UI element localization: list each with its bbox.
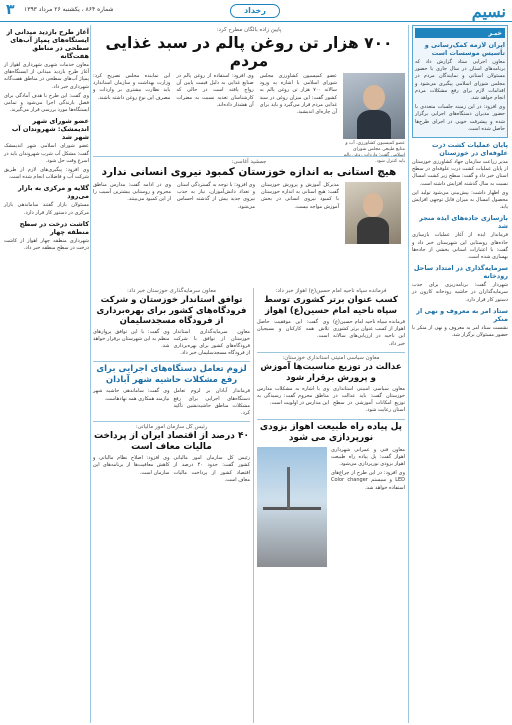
issue-line: شماره ۸۶۴ ، یکشنبه ۲۶ مرداد ۱۳۹۳ (24, 6, 114, 13)
paragraph: معاون سیاسی امنیتی استانداری خوزستان گفت: باید عدالت در توزیع امکانات آموزشی در سطح استان رعایت شود. (333, 385, 405, 414)
box-headline: ایران لازمه کمک‌رسانی و تأسیس موسسات است (424, 41, 505, 57)
center-left-column (93, 288, 250, 723)
masthead (0, 0, 512, 22)
paragraph: نشست ستاد امر به معروف و نهی از منکر با حضور مسئولان برگزار شد. (412, 324, 508, 339)
paragraph: معاون خدمات شهری شهرداری اهواز از آغاز طرح بازدید میدانی از ایستگاه‌های پمپاژ آب‌های سطحی در مناطق هفت‌گانه شهرداری خبر داد. (4, 62, 89, 90)
paragraph: وی گفت: این موفقیت حاصل تلاش همه کارکنان و بسیجیان است. (257, 319, 329, 340)
box-title: خبـر (415, 28, 505, 38)
headline: ۴۰ درصد از اقتصاد ایران از پرداخت مالیات معاف است (93, 431, 250, 453)
headline: سرمایه‌گذاری در امتداد ساحل رودخانه (413, 264, 508, 281)
headline: کاشت درخت در سطح منطقه چهار (19, 219, 89, 236)
headline: بازسازی جاده‌های ایذه منجر شد (419, 214, 508, 231)
paragraph: مدیر زراعت سازمان جهاد کشاورزی خوزستان از پایان عملیات کشت ذرت علوفه‌ای در سطح استان خبر داد و گفت: سطح زیر کشت امسال نسبت به سال گذشته افزایش داشته است. (412, 159, 508, 187)
headline: ستاد امر به معروف و نهی از منکر (416, 306, 508, 323)
kicker: فرمانده سپاه ناحیه امام حسین(ع) اهواز خبر داد: (275, 288, 387, 294)
section-badge: رخداد (230, 4, 280, 18)
paragraph: معاون سرمایه‌گذاری استاندار خوزستان از توافق با شرکت فرودگاه‌های کشور برای بهره‌برداری از فرودگاه مسجدسلیمان خبر داد. (173, 328, 250, 357)
paragraph: شهرداری منطقه چهار اهواز از کاشت درخت در سطح منطقه خبر داد. (4, 237, 89, 252)
kicker: جمشید آغاسی: (231, 159, 267, 165)
paragraph: وی گفت: ساماندهی حاشیه شهر نیازمند همکاری همه نهادهاست. (93, 388, 170, 402)
headline: عدالت در توزیع مناسبت‌ها آموزش و پرورش برقرار شود (260, 361, 402, 383)
kicker: پایین زاده بالگان مطرح کرد: (216, 27, 282, 33)
article-2 (93, 156, 405, 284)
paragraph: وی افزود: اصلاح نظام مالیاتی و کاهش معافیت‌ها از برنامه‌های این سازمان است. (93, 455, 170, 476)
paragraph: وی افزود: پیگیری‌های لازم از طریق شرکت آب و فاضلاب انجام شده است. (4, 167, 89, 181)
paragraph: وی افزود: با توجه به گستردگی استان و تعداد دانش‌آموزان، نیاز به جذب نیروی جدید بیش از گذشته احساس می‌شود. (177, 182, 255, 210)
headline: لزوم تعامل دستگاه‌های اجرایی برای رفع مشکلات حاشیه شهر آبادان (96, 364, 247, 386)
paragraph: این نماینده مجلس تصریح کرد: وزارت بهداشت و سازمان استاندارد باید نظارت بیشتری بر واردات و مصرف این نوع روغن داشته باشند. (93, 73, 171, 101)
paragraph: وی در ادامه گفت: مدارس مناطق محروم و روستایی بیشترین آسیب را از این کمبود می‌بینند. (93, 182, 171, 203)
paragraph: وی افزود: در این زمینه جلسات متعددی با حضور مدیران دستگاه‌های اجرایی برگزار شده و پیشرفت خوبی در اجرای طرح‌ها حاصل شده است. (415, 104, 505, 132)
kicker: رئیس کل سازمان امور مالیاتی: (135, 424, 208, 431)
main-headline: ۷۰۰ هزار تن روغن پالم در سبد غذایی مردم (105, 34, 393, 70)
right-column (412, 25, 508, 723)
headline: گلایه و مرکزی به بازار می‌رود (17, 184, 89, 201)
paragraph: وی با اشاره به مشکلات مدارس مناطق محروم گفت: رسیدگی به این مدارس در اولویت است. (257, 385, 329, 407)
page-number: ۳ (6, 2, 15, 18)
paragraph: فرماندار آبادان بر لزوم تعامل دستگاه‌های اجرایی برای رفع مشکلات مناطق حاشیه‌نشین تأکید کرد. (173, 388, 250, 416)
newspaper-logo: نسیم (471, 2, 506, 21)
paragraph: شهردار گفت: برنامه‌ریزی برای جذب سرمایه‌گذاران در حاشیه رودخانه کارون در دستور کار قرار دارد. (412, 282, 508, 303)
photo-caption: عضو کمیسیون کشاورزی، آب و منابع طبیعی مجلس شورای اسلامی گفت: واردات روغن پالم باید کنترل شود. (343, 141, 405, 164)
kicker: معاون سیاسی امنیتی استانداری خوزستان: (282, 354, 380, 361)
paragraph: رئیس کل سازمان امور مالیاتی کشور گفت: حدود ۴۰ درصد از اقتصاد کشور از پرداخت مالیات معاف است. (173, 455, 250, 483)
paragraph: وی گفت: با این توافق پروازهای منظم به این شهرستان برقرار خواهد شد. (93, 328, 170, 349)
headline: هیچ استانی به اندازه خوزستان کمبود نیروی انسانی ندارد (101, 166, 397, 178)
paragraph: وی افزود: در این طرح از چراغ‌های LED و سیستم Color changer استفاده خواهد شد. (331, 470, 405, 491)
headline: آغاز طرح بازدید میدانی از ایستگاه‌های پمپاژ آب‌های سطحی در مناطق هفت‌گانه (6, 28, 89, 60)
column-rule (90, 25, 91, 723)
paragraph: معاون اجرایی ستاد گزارش داد که برنامه‌های استان در سال جاری با حضور مسئولان استانی و نمایندگان مردم در مجلس شورای اسلامی پیگیری می‌شود و اقدامات لازم برای رفع مشکلات مردم انجام خواهد شد. (415, 59, 505, 102)
paragraph: فرماندار ایذه از آغاز عملیات بازسازی جاده‌های روستایی این شهرستان خبر داد و گفت: با اعتبارات استانی بخشی از جاده‌ها بهسازی شده است. (412, 232, 508, 261)
left-column (4, 25, 89, 723)
headline: عضو شورای شهر اندیمشک: شهروندان آب شهر شد (11, 117, 89, 142)
paragraph: وی گفت: این طرح با هدف آمادگی برای فصل بارندگی اجرا می‌شود و تمامی ایستگاه‌ها مورد بررسی قرار می‌گیرند. (4, 92, 89, 114)
news-box-1 (412, 25, 508, 138)
paragraph: مسئولان بازار گفتند ساماندهی بازار مرکزی در دستور کار قرار دارد. (4, 202, 89, 216)
column-rule (408, 25, 409, 723)
headline: پل پیاده راه طبیعت اهواز بزودی نورپردازی می شود (259, 421, 403, 443)
headline: پایان عملیات کشت ذرت علوفه‌ای در خوزستان (431, 141, 508, 158)
column-rule (253, 288, 254, 723)
paragraph: وی افزود: استفاده از روغن پالم در صنایع غذایی به دلیل قیمت پایین آن رواج یافته است در حالی که کارشناسان تغذیه نسبت به مضرات آن هشدار داده‌اند. (176, 73, 254, 108)
portrait-photo (345, 182, 401, 244)
bridge-photo (257, 447, 327, 567)
paragraph: مدیرکل آموزش و پرورش خوزستان گفت: هیچ استانی به اندازه خوزستان با کمبود نیروی انسانی در بخش آموزش مواجه نیست. (261, 182, 339, 210)
portrait-photo (343, 73, 405, 139)
paragraph: عضو کمیسیون کشاورزی مجلس شورای اسلامی با اشاره به ورود سالانه ۷۰۰ هزار تن روغن پالم به کشور گفت: این میزان روغن در سبد غذایی مردم قرار می‌گیرد و باید برای آن چاره‌ای اندیشید. (259, 73, 337, 116)
paragraph: معاون فنی و عمرانی شهرداری اهواز گفت: پل پیاده راه طبیعت اهواز بزودی نورپردازی می‌شود. (331, 446, 405, 468)
headline: توافق استاندار خوزستان و شرکت فرودگاه‌های کشور برای بهره‌برداری از فرودگاه مسجدسلیمان (96, 295, 247, 326)
paragraph: عضو شورای اسلامی شهر اندیمشک گفت: مشکل آب شرب شهروندان باید در اسرع وقت حل شود. (4, 143, 89, 164)
middle-column (257, 288, 405, 723)
kicker: معاون سرمایه‌گذاری خوزستان خبر داد: (127, 288, 216, 294)
paragraph: وی اظهار داشت: پیش‌بینی می‌شود تولید این محصول امسال به میزان قابل توجهی افزایش یابد. (412, 189, 508, 211)
headline: کسب عنوان برتر کشوری توسط سپاه ناحیه امام حسین(ع) اهواز (264, 295, 398, 316)
paragraph: فرمانده سپاه ناحیه امام حسین(ع) اهواز از کسب عنوان برتر کشوری این ناحیه در ارزیابی‌های سالانه خبر داد. (333, 319, 405, 347)
